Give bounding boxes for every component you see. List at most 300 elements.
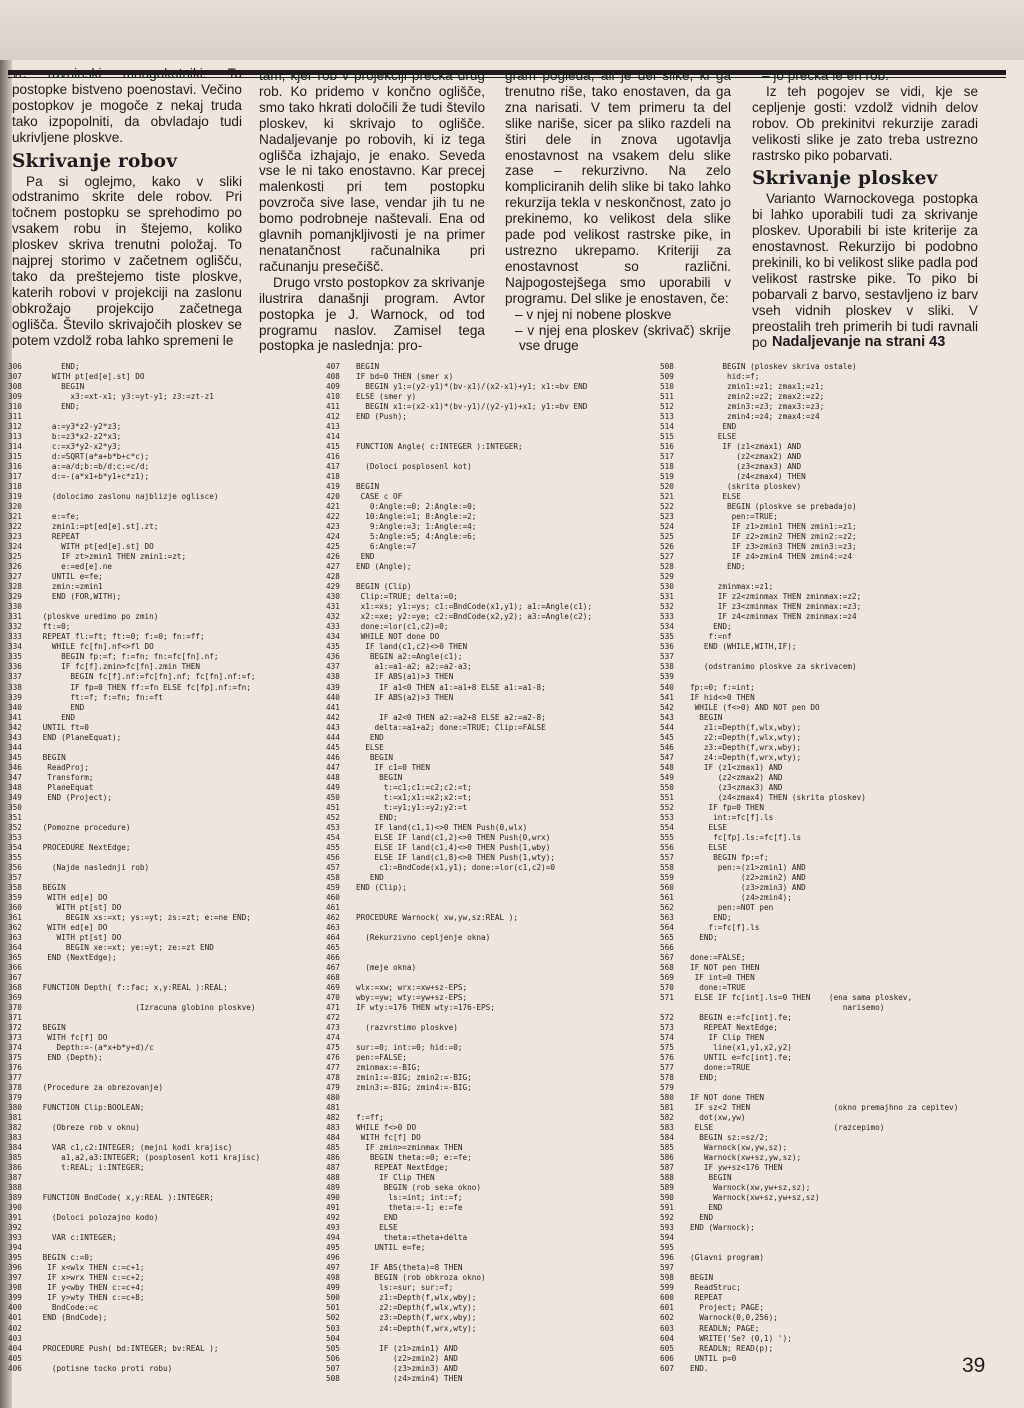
line-number: 593 bbox=[660, 1223, 674, 1233]
code-line bbox=[326, 993, 656, 1003]
code-line bbox=[326, 1263, 656, 1273]
line-number: 523 bbox=[660, 512, 674, 522]
line-number: 518 bbox=[660, 462, 674, 472]
code-line bbox=[8, 943, 322, 953]
code-line bbox=[326, 1273, 656, 1283]
code-text: BEGIN bbox=[690, 1273, 714, 1283]
code-text: (dolocimo zaslonu najblizje oglisce) bbox=[38, 492, 219, 502]
code-line bbox=[660, 1123, 1020, 1133]
code-text: IF a2<0 THEN a2:=a2+8 ELSE a2:=a2-8; bbox=[356, 712, 546, 722]
line-number: 474 bbox=[326, 1033, 340, 1043]
code-text: END; bbox=[38, 362, 80, 371]
line-number: 345 bbox=[8, 752, 22, 762]
code-text: BEGIN x1:=(x2-x1)*(bv-y1)/(y2-y1)+x1; y1:=bv END bbox=[356, 402, 588, 412]
line-number: 479 bbox=[326, 1083, 340, 1093]
code-text: WHILE NOT done DO bbox=[356, 632, 440, 642]
code-line bbox=[8, 1113, 322, 1123]
line-number: 546 bbox=[660, 742, 674, 752]
code-line bbox=[660, 1273, 1020, 1283]
line-number: 578 bbox=[660, 1073, 674, 1083]
line-number: 330 bbox=[8, 602, 22, 612]
code-line bbox=[326, 402, 656, 412]
code-line bbox=[8, 1173, 322, 1183]
code-text: IF x<wlx THEN c:=c+1; bbox=[38, 1263, 145, 1273]
line-number: 437 bbox=[326, 662, 340, 672]
code-line bbox=[326, 422, 656, 432]
code-text: IF (z1>zmin1) AND bbox=[356, 1343, 458, 1353]
code-text: END bbox=[690, 1213, 714, 1223]
code-text: END (Depth); bbox=[38, 1053, 103, 1063]
code-text: END (Angle); bbox=[356, 562, 412, 572]
code-line bbox=[8, 1153, 322, 1163]
code-text: Warnock(0,0,256); bbox=[690, 1313, 778, 1323]
code-line bbox=[8, 853, 322, 863]
line-number: 336 bbox=[8, 662, 22, 672]
code-line bbox=[660, 502, 1020, 512]
code-text: (ploskve uredimo po zmin) bbox=[38, 612, 159, 622]
code-line bbox=[660, 572, 1020, 582]
code-line bbox=[326, 1013, 656, 1023]
code-text: ELSE bbox=[356, 742, 384, 752]
line-number: 573 bbox=[660, 1023, 674, 1033]
code-text: b:=z3*x2-z2*x3; bbox=[38, 432, 122, 442]
code-text: (z2>zmin2) AND bbox=[356, 1353, 458, 1363]
line-number: 520 bbox=[660, 482, 674, 492]
code-text: END bbox=[38, 702, 85, 712]
line-number: 317 bbox=[8, 472, 22, 482]
code-line bbox=[8, 1063, 322, 1073]
code-text: zmin1:=-BIG; zmin2:=-BIG; bbox=[356, 1073, 472, 1083]
line-number: 448 bbox=[326, 772, 340, 782]
code-text: zmin3:=-BIG; zmin4:=-BIG; bbox=[356, 1083, 472, 1093]
line-number: 590 bbox=[660, 1193, 674, 1203]
line-number: 315 bbox=[8, 452, 22, 462]
code-text: narisemo) bbox=[690, 1003, 885, 1012]
line-number: 402 bbox=[8, 1323, 22, 1333]
page-number: 39 bbox=[962, 1354, 986, 1377]
code-text: END bbox=[356, 732, 384, 742]
line-number: 545 bbox=[660, 732, 674, 742]
line-number: 443 bbox=[326, 722, 340, 732]
code-text: a1:=a1-a2; a2:=a2-a3; bbox=[356, 662, 472, 672]
code-text: 6:Angle:=7 bbox=[356, 542, 417, 552]
line-number: 384 bbox=[8, 1143, 22, 1153]
code-line bbox=[8, 622, 322, 632]
code-text: END bbox=[690, 422, 737, 432]
code-line bbox=[326, 903, 656, 913]
line-number: 595 bbox=[660, 1243, 674, 1253]
code-line bbox=[326, 532, 656, 542]
line-number: 508 bbox=[660, 362, 674, 371]
line-number: 365 bbox=[8, 952, 22, 962]
code-line bbox=[8, 703, 322, 713]
line-number: 530 bbox=[660, 582, 674, 592]
code-line bbox=[8, 1313, 322, 1323]
code-line bbox=[326, 372, 656, 382]
code-text: f:=ff; bbox=[356, 1113, 384, 1123]
line-number: 559 bbox=[660, 872, 674, 882]
code-text: (z4>zmin4) THEN bbox=[356, 1373, 463, 1383]
paragraph: gram pogleda, ali je del slike, ki ga trenutno riše, tako enostaven, da ga zna narisati. V tem primeru ta del slike nariše, sicer pa sliko razdeli na štiri dele in znova ugotavlja enostavnost na vsakem delu slike zase – rekurzivno. Na zelo kompliciranih delih slike bi tako lahko rekurzija tekla v neskončnost, zato jo prekinemo, ko velikost dela slike pade pod velikost rastrske pike, in ustrezno ukrepamo. Kriteriji za enostavnost so različni. Najpogostejšega smo uporabili v programu. Del slike je enostaven, če: bbox=[505, 68, 731, 306]
code-line bbox=[8, 1123, 322, 1133]
line-number: 554 bbox=[660, 822, 674, 832]
code-text: REPEAT bbox=[690, 1293, 723, 1303]
line-number: 385 bbox=[8, 1153, 22, 1163]
code-text: (Rekurzivno cepljenje okna) bbox=[356, 932, 491, 942]
line-number: 374 bbox=[8, 1043, 22, 1053]
code-line bbox=[8, 552, 322, 562]
code-line bbox=[8, 863, 322, 873]
line-number: 528 bbox=[660, 562, 674, 572]
code-text: IF fc[f].zmin>fc[fn].zmin THEN bbox=[38, 662, 200, 672]
code-line bbox=[8, 412, 322, 422]
code-line bbox=[660, 1293, 1020, 1303]
code-line bbox=[326, 572, 656, 582]
code-line bbox=[8, 763, 322, 773]
line-number: 327 bbox=[8, 572, 22, 582]
code-line bbox=[660, 622, 1020, 632]
code-text: pen:=TRUE; bbox=[690, 512, 778, 522]
code-text: hid:=f; bbox=[690, 372, 760, 382]
code-line bbox=[8, 963, 322, 973]
line-number: 442 bbox=[326, 712, 340, 722]
code-text: PlaneEquat bbox=[38, 782, 94, 792]
code-text: done:=TRUE bbox=[690, 1063, 751, 1073]
code-text: BEGIN bbox=[38, 1023, 66, 1033]
code-line bbox=[660, 582, 1020, 592]
code-text: t:=c1;c1:=c2;c2:=t; bbox=[356, 782, 472, 792]
line-number: 394 bbox=[8, 1243, 22, 1253]
code-text: pen:=FALSE; bbox=[356, 1053, 407, 1063]
code-text: END (Clip); bbox=[356, 882, 407, 892]
line-number: 447 bbox=[326, 762, 340, 772]
line-number: 544 bbox=[660, 722, 674, 732]
code-line bbox=[8, 542, 322, 552]
line-number: 424 bbox=[326, 532, 340, 542]
line-number: 507 bbox=[326, 1363, 340, 1373]
code-line bbox=[660, 713, 1020, 723]
code-text: BEGIN fp:=f; bbox=[690, 852, 769, 862]
line-number: 314 bbox=[8, 442, 22, 452]
code-text: IF z2>zmin2 THEN zmin2:=z2; bbox=[690, 532, 857, 542]
code-line bbox=[326, 763, 656, 773]
line-number: 580 bbox=[660, 1093, 674, 1103]
code-text: PROCEDURE Push( bd:INTEGER; bv:REAL ); bbox=[38, 1343, 219, 1353]
code-line bbox=[660, 382, 1020, 392]
code-line bbox=[326, 622, 656, 632]
line-number: 594 bbox=[660, 1233, 674, 1243]
code-line bbox=[8, 883, 322, 893]
article-column-2 bbox=[259, 68, 485, 354]
code-line bbox=[660, 632, 1020, 642]
code-text: FUNCTION Depth( f::fac; x,y:REAL ):REAL; bbox=[38, 982, 228, 992]
code-line bbox=[660, 1253, 1020, 1263]
line-number: 586 bbox=[660, 1153, 674, 1163]
code-text: IF (z1<zmax1) AND bbox=[690, 442, 802, 452]
code-line bbox=[326, 1243, 656, 1253]
line-number: 398 bbox=[8, 1283, 22, 1293]
line-number: 509 bbox=[660, 372, 674, 382]
line-number: 450 bbox=[326, 792, 340, 802]
code-line bbox=[326, 983, 656, 993]
code-line bbox=[8, 923, 322, 933]
code-text: Warnock(xw+sz,yw,sz); bbox=[690, 1153, 802, 1163]
line-number: 344 bbox=[8, 742, 22, 752]
code-line bbox=[660, 492, 1020, 502]
line-number: 482 bbox=[326, 1113, 340, 1123]
code-line bbox=[326, 552, 656, 562]
code-line bbox=[326, 1083, 656, 1093]
code-line bbox=[326, 1223, 656, 1233]
line-number: 494 bbox=[326, 1233, 340, 1243]
code-line bbox=[660, 1193, 1020, 1203]
code-text: ReadStruc; bbox=[690, 1283, 741, 1293]
code-line bbox=[326, 442, 656, 452]
code-text: zmin1:=pt[ed[e].st].zt; bbox=[38, 522, 159, 532]
paragraph: Varianto Warnockovega postopka bi lahko uporabili tudi za skrivanje ploskev. Uporabili bi iste kriterije za enostavnost. Rekurzijo bi podobno prekinili, ko bi velikost slike padla pod velikost rastrske pike. To piko bi pobarvali z barvo, sestavljeno iz barv vseh vidnih ploskev v sliki. V preostalih treh primerih bi tudi ravnali po bbox=[752, 191, 978, 350]
line-number: 570 bbox=[660, 982, 674, 992]
code-text: BEGIN bbox=[38, 882, 66, 892]
code-line bbox=[326, 1293, 656, 1303]
code-text: d:=SQRT(a*a+b*b+c*c); bbox=[38, 452, 150, 462]
code-line bbox=[326, 432, 656, 442]
code-line bbox=[8, 833, 322, 843]
line-number: 506 bbox=[326, 1353, 340, 1363]
line-number: 548 bbox=[660, 762, 674, 772]
line-number: 501 bbox=[326, 1303, 340, 1313]
code-text: BEGIN bbox=[690, 712, 723, 722]
line-number: 322 bbox=[8, 522, 22, 532]
line-number: 342 bbox=[8, 722, 22, 732]
line-number: 432 bbox=[326, 612, 340, 622]
line-number: 568 bbox=[660, 962, 674, 972]
line-number: 378 bbox=[8, 1083, 22, 1093]
line-number: 472 bbox=[326, 1013, 340, 1023]
code-text: END (PlaneEquat); bbox=[38, 732, 122, 742]
line-number: 600 bbox=[660, 1293, 674, 1303]
code-line bbox=[8, 1233, 322, 1243]
line-number: 469 bbox=[326, 982, 340, 992]
line-number: 470 bbox=[326, 992, 340, 1002]
line-number: 368 bbox=[8, 982, 22, 992]
line-number: 351 bbox=[8, 812, 22, 822]
line-number: 453 bbox=[326, 822, 340, 832]
code-line bbox=[326, 873, 656, 883]
code-line bbox=[660, 793, 1020, 803]
line-number: 574 bbox=[660, 1033, 674, 1043]
code-line bbox=[660, 693, 1020, 703]
code-line bbox=[8, 1253, 322, 1263]
line-number: 491 bbox=[326, 1203, 340, 1213]
line-number: 373 bbox=[8, 1033, 22, 1043]
line-number: 587 bbox=[660, 1163, 674, 1173]
code-line bbox=[326, 392, 656, 402]
code-line bbox=[660, 813, 1020, 823]
code-text: IF z3>zmin3 THEN zmin3:=z3; bbox=[690, 542, 857, 552]
code-line bbox=[8, 1013, 322, 1023]
line-number: 515 bbox=[660, 432, 674, 442]
line-number: 380 bbox=[8, 1103, 22, 1113]
code-line bbox=[326, 1023, 656, 1033]
paragraph: Iz teh pogojev se vidi, kje se cepljenje gosti: vzdolž vidnih delov robov. Ob prekinitvi rekurzije zaradi velikosti slike je zato treba ustrezno rastrsko piko pobarvati. bbox=[752, 83, 978, 163]
line-number: 353 bbox=[8, 832, 22, 842]
code-line bbox=[660, 472, 1020, 482]
code-text: z4:=Depth(f,wrx,wty); bbox=[690, 752, 802, 762]
code-line bbox=[326, 1003, 656, 1013]
code-text: END (Warnock); bbox=[690, 1223, 755, 1233]
code-line bbox=[660, 1003, 1020, 1013]
line-number: 526 bbox=[660, 542, 674, 552]
line-number: 527 bbox=[660, 552, 674, 562]
line-number: 604 bbox=[660, 1333, 674, 1343]
code-line bbox=[326, 833, 656, 843]
code-line bbox=[326, 893, 656, 903]
continuation-note: Nadaljevanje na strani 43 bbox=[772, 334, 946, 350]
code-text: IF a1<0 THEN a1:=a1+8 ELSE a1:=a1-8; bbox=[356, 682, 546, 692]
section-heading: Skrivanje ploskev bbox=[752, 168, 938, 190]
code-text: ELSE bbox=[690, 822, 728, 832]
code-line bbox=[660, 1133, 1020, 1143]
code-text: z3:=Depth(f,wrx,wby); bbox=[690, 742, 802, 752]
line-number: 459 bbox=[326, 882, 340, 892]
code-text: IF z1>zmin1 THEN zmin1:=z1; bbox=[690, 522, 857, 532]
code-text: line(x1,y1,x2,y2) bbox=[690, 1043, 792, 1053]
code-text: (razvrstimo ploskve) bbox=[356, 1023, 458, 1033]
line-number: 541 bbox=[660, 692, 674, 702]
line-number: 552 bbox=[660, 802, 674, 812]
code-line bbox=[660, 542, 1020, 552]
line-number: 425 bbox=[326, 542, 340, 552]
line-number: 495 bbox=[326, 1243, 340, 1253]
line-number: 542 bbox=[660, 702, 674, 712]
code-line bbox=[8, 1364, 322, 1374]
paragraph: ve ravninski mnogokotniki. To postopke bistveno poenostavi. Večino postopkov je mogoče z nekaj truda tako izpopolniti, da obvladajo tudi ukrivljene ploskve. bbox=[12, 66, 242, 145]
code-text: zminmax:=-BIG; bbox=[356, 1063, 421, 1073]
line-number: 418 bbox=[326, 472, 340, 482]
code-line bbox=[326, 1283, 656, 1293]
code-text: REPEAT fl:=ft; ft:=0; f:=0; fn:=ff; bbox=[38, 632, 205, 642]
line-number: 543 bbox=[660, 712, 674, 722]
code-line bbox=[660, 843, 1020, 853]
line-number: 348 bbox=[8, 782, 22, 792]
code-text: IF zt>zmin1 THEN zmin1:=zt; bbox=[38, 552, 187, 562]
line-number: 463 bbox=[326, 922, 340, 932]
line-number: 359 bbox=[8, 892, 22, 902]
code-text: ls:=sur; sur:=f; bbox=[356, 1283, 454, 1293]
line-number: 396 bbox=[8, 1263, 22, 1273]
code-text: IF ABS(a2)>3 THEN bbox=[356, 692, 454, 702]
line-number: 392 bbox=[8, 1223, 22, 1233]
code-line bbox=[326, 1344, 656, 1354]
code-listing-column-2 bbox=[326, 362, 656, 1384]
code-line bbox=[8, 652, 322, 662]
line-number: 386 bbox=[8, 1163, 22, 1173]
line-number: 519 bbox=[660, 472, 674, 482]
line-number: 446 bbox=[326, 752, 340, 762]
code-text: ELSE (smer y) bbox=[356, 392, 417, 402]
code-line bbox=[8, 632, 322, 642]
line-number: 493 bbox=[326, 1223, 340, 1233]
line-number: 347 bbox=[8, 772, 22, 782]
code-text: BEGIN fc[f].nf:=fc[fn].nf; fc[fn].nf:=f; bbox=[38, 672, 256, 682]
code-line bbox=[8, 1223, 322, 1233]
line-number: 510 bbox=[660, 382, 674, 392]
code-text: (z4>zmin4); bbox=[690, 892, 792, 902]
code-text: zminmax:=z1; bbox=[690, 582, 774, 592]
line-number: 395 bbox=[8, 1253, 22, 1263]
code-line bbox=[660, 642, 1020, 652]
code-text: done:=FALSE; bbox=[690, 952, 746, 962]
line-number: 489 bbox=[326, 1183, 340, 1193]
line-number: 320 bbox=[8, 502, 22, 512]
line-number: 423 bbox=[326, 522, 340, 532]
code-line bbox=[8, 743, 322, 753]
line-number: 313 bbox=[8, 432, 22, 442]
code-line bbox=[326, 672, 656, 682]
line-number: 476 bbox=[326, 1053, 340, 1063]
line-number: 319 bbox=[8, 492, 22, 502]
line-number: 318 bbox=[8, 482, 22, 492]
code-line bbox=[660, 1243, 1020, 1253]
code-text: IF land(c1,c2)<>0 THEN bbox=[356, 642, 468, 652]
code-text: BndCode:=c bbox=[38, 1303, 99, 1313]
code-line bbox=[660, 1344, 1020, 1354]
code-text: t:REAL; i:INTEGER; bbox=[38, 1163, 145, 1173]
line-number: 603 bbox=[660, 1323, 674, 1333]
line-number: 350 bbox=[8, 802, 22, 812]
line-number: 458 bbox=[326, 872, 340, 882]
code-text: (z2>zmin2) AND bbox=[690, 872, 806, 882]
line-number: 536 bbox=[660, 642, 674, 652]
code-text: REPEAT NextEdge; bbox=[356, 1163, 449, 1173]
code-line bbox=[660, 903, 1020, 913]
line-number: 445 bbox=[326, 742, 340, 752]
code-line bbox=[326, 1213, 656, 1223]
line-number: 487 bbox=[326, 1163, 340, 1173]
code-line bbox=[660, 1213, 1020, 1223]
code-text: f:=nf bbox=[690, 632, 732, 642]
code-line bbox=[8, 723, 322, 733]
code-text: Clip:=TRUE; delta:=0; bbox=[356, 592, 458, 602]
line-number: 416 bbox=[326, 452, 340, 462]
code-text: (Najde naslednji rob) bbox=[38, 862, 150, 872]
code-text: Warnock(xw,yw,sz); bbox=[690, 1143, 788, 1153]
code-line bbox=[660, 552, 1020, 562]
line-number: 464 bbox=[326, 932, 340, 942]
line-number: 334 bbox=[8, 642, 22, 652]
line-number: 433 bbox=[326, 622, 340, 632]
code-line bbox=[326, 592, 656, 602]
code-line bbox=[326, 963, 656, 973]
line-number: 420 bbox=[326, 492, 340, 502]
line-number: 480 bbox=[326, 1093, 340, 1103]
code-line bbox=[8, 432, 322, 442]
line-number: 521 bbox=[660, 492, 674, 502]
code-line bbox=[326, 953, 656, 963]
line-number: 412 bbox=[326, 412, 340, 422]
code-text: BEGIN bbox=[38, 382, 85, 392]
code-text: zmin4:=z4; zmax4:=z4 bbox=[690, 412, 820, 422]
code-line bbox=[8, 1133, 322, 1143]
code-line bbox=[8, 532, 322, 542]
code-line bbox=[660, 863, 1020, 873]
code-text: (potisne tocko proti robu) bbox=[38, 1363, 173, 1373]
line-number: 316 bbox=[8, 462, 22, 472]
code-line bbox=[326, 843, 656, 853]
code-line bbox=[660, 683, 1020, 693]
line-number: 449 bbox=[326, 782, 340, 792]
code-text: zmin3:=z3; zmax3:=z3; bbox=[690, 402, 825, 412]
